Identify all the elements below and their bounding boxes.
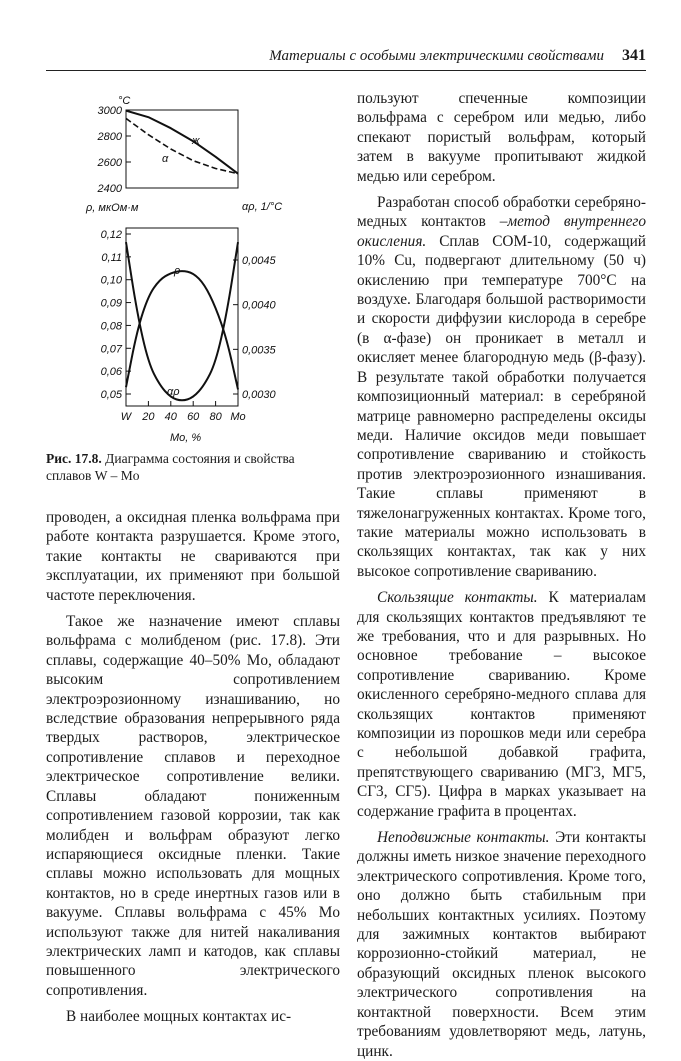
paragraph-fixed-contacts: [357, 828, 646, 1061]
paragraph: пользуют спеченные композиции вольфрама с серебром или медью, либо спекают пористый вольфрам, который затем в вакууме пропитывают жидкой медью или серебром.: [357, 90, 646, 185]
alpha-rho-curve-label: αρ: [167, 386, 180, 398]
paragraph-w-mo-alloys: Такое же назначение имеют сплавы вольфрама с молибденом (рис. 17.8). Эти сплавы, содержащие 40–50% Mo, обладают высоким сопротивлением электроэрозионному изнашиванию, но вследствие образования непрерывного ряда твердых растворов, электрическое сопротивление сплавов и переходное электрическое сопротивление велики. Сплавы обладают пониженным сопротивлением газовой коррозии, так как молибден и вольфрам образуют легко испаряющиеся оксидные пленки. Такие сплавы можно использовать для мощных контактов, но в среде инертных газов или в вакууме. Сплавы вольфрама с 45% Mo используют также для нитей накаливания электрических ламп и катодов, как сплавы повышенного электрического сопротивления.: [46, 613, 340, 999]
top-y-tick-label: 2400: [97, 183, 122, 195]
left-column: [46, 508, 340, 1027]
top-y-tick-label: 3000: [97, 105, 122, 117]
paragraph-rest: Эти контакты должны иметь низкое значение переходного электрического сопротивления. Кроме того, оно должно быть стабильным при небольших контактных усилиях. Поэтому для зажимных контактов выбирают коррозионно-стойкий материал, не образующий оксидных пленок высокого электрического сопротивления на контактной поверхности. Всем этим требованиям удовлетворяют медь, латунь, цинк.: [357, 829, 646, 1060]
paragraph-sliding-contacts: [357, 588, 646, 821]
x-tick-label: 60: [187, 411, 200, 423]
paragraph-rest: Сплав СОМ-10, содержащий 10% Cu, подвергают длительному (50 ч) окислению при температуре 700°С на воздухе. Благодаря большой растворимости и скорости диффузии кислорода в серебре (в α-фазе) он проникает в металл и окисляет менее благородную медь (β-фазу). В результате такой обработки получается композиционный материал: в серебряной матрице равномерно распределены оксиды меди. Наличие оксидов меди повышает сопротивление свариванию и стойкость против электроэрозионного изнашивания. Такие сплавы применяют в тяжелонагруженных контактах. Кроме того, такие материалы можно использовать в скользящих контактах, так как у них высокое сопротивление свариванию.: [357, 232, 646, 580]
term-internal-oxidation: метод внутреннего окисления.: [357, 213, 646, 250]
term-sliding-contacts: Скользящие контакты.: [377, 589, 538, 607]
right-y-tick-label: 0,0030: [242, 389, 276, 401]
left-y-tick-label: 0,09: [100, 297, 122, 310]
right-column: [357, 89, 646, 1061]
top-y-tick-label: 2600: [97, 157, 122, 169]
left-axis-label: ρ, мкОм·м: [86, 202, 139, 214]
rho-curve: [126, 271, 238, 389]
right-y-tick-label: 0,0045: [242, 255, 276, 267]
x-tick-label: W: [120, 411, 132, 423]
term-fixed-contacts: Неподвижные контакты.: [377, 829, 550, 847]
left-y-tick-label: 0,07: [100, 343, 122, 356]
figure-plot: [46, 88, 340, 448]
caption-text: Диаграмма состояния и свойства сплавов W – Mo: [46, 451, 295, 483]
x-tick-label: 40: [164, 411, 177, 423]
left-y-tick-label: 0,05: [100, 389, 122, 401]
running-title: Материалы с особыми электрическими свойствами: [269, 48, 604, 64]
right-y-tick-label: 0,0035: [242, 344, 276, 357]
running-header: [46, 44, 646, 70]
left-y-tick-label: 0,10: [100, 274, 122, 287]
top-y-unit: °С: [118, 95, 131, 107]
paragraph: проводен, а оксидная пленка вольфрама при работе контакта разрушается. Кроме этого, такие контакты не свариваются при эксплуатации, их применяют при большой частоте переключения.: [46, 509, 340, 604]
paragraph: В наиболее мощных контактах ис-: [66, 1008, 292, 1026]
right-axis-label-1: αρ, 1/°С: [242, 201, 283, 213]
figure-17-8: [46, 88, 340, 500]
left-y-tick-label: 0,11: [101, 251, 122, 264]
top-chart-frame: [126, 110, 238, 188]
liquidus-line: [126, 111, 238, 174]
caption-label: Рис. 17.8.: [46, 451, 102, 466]
page-number: 341: [622, 47, 646, 64]
paragraph-internal-oxidation: [357, 193, 646, 581]
x-tick-label: Mo: [230, 411, 246, 423]
left-y-tick-label: 0,12: [100, 229, 122, 241]
header-rule: [46, 70, 646, 71]
solidus-line: [126, 118, 238, 173]
top-series-label-liquid: ж: [192, 135, 200, 147]
right-y-tick-label: 0,0040: [242, 299, 276, 312]
top-series-label-alpha: α: [162, 153, 169, 165]
paragraph-rest: К материалам для скользящих контактов предъявляют те же требования, что и для разрывных. Но основное требование – высокое сопротивление свариванию. Кроме окисленного серебряно-медного сплава для скользящих контактов применяют композиции из порошков меди или серебра с небольшой добавкой графита, препятствующего свариванию (МГ3, МГ5, СГ3, СГ5). Цифра в марках указывает на содержание графита в процентах.: [357, 589, 646, 820]
rho-curve-label: ρ: [174, 265, 181, 277]
figure-caption: [46, 450, 338, 484]
paragraph-start: Разработан способ обработки серебряно-медных контактов –: [357, 194, 646, 231]
top-y-tick-label: 2800: [97, 131, 122, 143]
x-axis-label: Mo, %: [170, 432, 202, 444]
x-tick-label: 20: [142, 411, 155, 423]
bottom-chart-frame: [126, 228, 238, 406]
left-y-tick-label: 0,08: [100, 320, 122, 333]
left-y-tick-label: 0,06: [100, 366, 122, 379]
x-tick-label: 80: [209, 411, 222, 423]
